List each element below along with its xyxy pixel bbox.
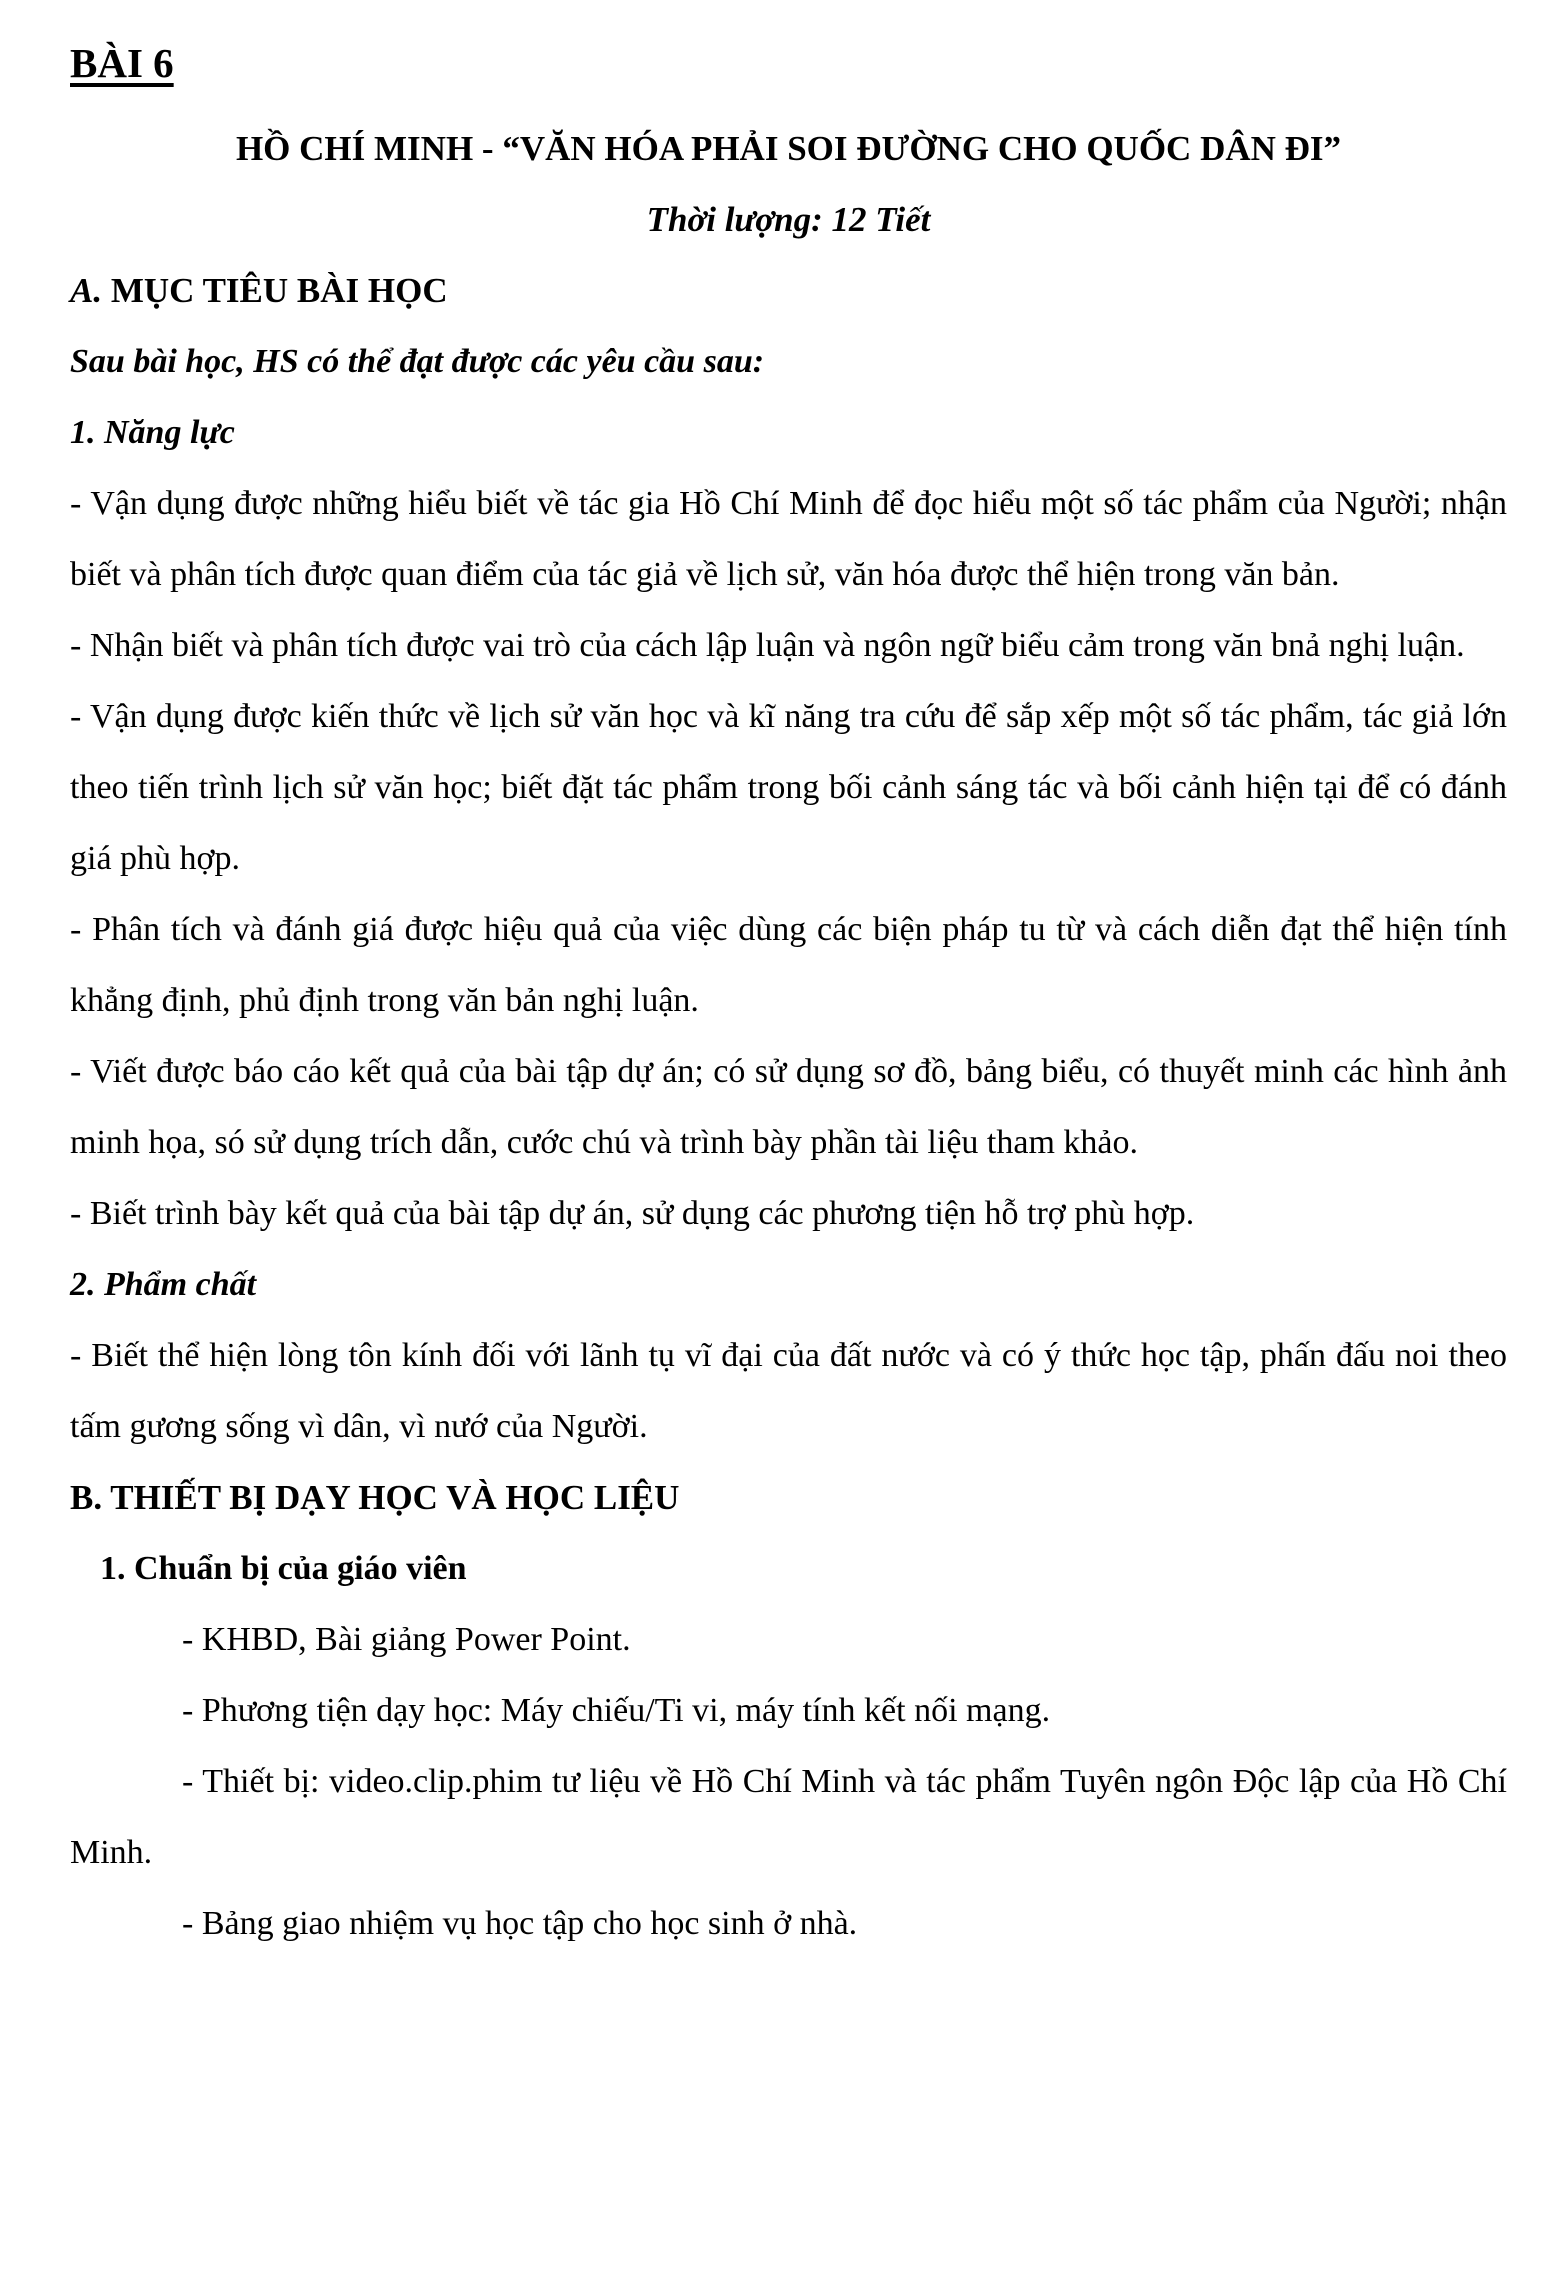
section-b-heading [70, 1462, 1507, 1533]
competence-paragraph: - Biết trình bày kết quả của bài tập dự án, sử dụng các phương tiện hỗ trợ phù hợp. [70, 1195, 1195, 1232]
quality-subheading: 2. Phẩm chất [70, 1266, 257, 1303]
duration-line: Thời lượng: 12 Tiết [646, 200, 931, 239]
quality-paragraph: - Biết thể hiện lòng tôn kính đối với lãnh tụ vĩ đại của đất nước và có ý thức học tập, phấn đấu noi theo tấm gương sống vì dân, vì nướ của Người. [70, 1337, 1507, 1445]
competence-subheading: 1. Năng lực [70, 414, 235, 451]
document-title: HỒ CHÍ MINH - “VĂN HÓA PHẢI SOI ĐƯỜNG CHO QUỐC DÂN ĐI” [235, 129, 1342, 168]
section-b-marker: B. [70, 1478, 103, 1517]
lesson-number-text: BÀI 6 [70, 40, 174, 86]
teacher-prep-item: - KHBD, Bài giảng Power Point. [182, 1621, 631, 1658]
competence-paragraph: - Vận dụng được kiến thức về lịch sử văn học và kĩ năng tra cứu để sắp xếp một số tác phẩm, tác giả lớn theo tiến trình lịch sử văn học; biết đặt tác phẩm trong bối cảnh sáng tác và bối cảnh hiện tại để có đánh giá phù hợp. [70, 698, 1507, 877]
section-a-marker: A. [70, 271, 103, 310]
competence-paragraph: - Viết được báo cáo kết quả của bài tập dự án; có sử dụng sơ đồ, bảng biểu, có thuyết minh các hình ảnh minh họa, só sử dụng trích dẫn, cước chú và trình bày phần tài liệu tham khảo. [70, 1053, 1507, 1161]
competence-paragraph: - Nhận biết và phân tích được vai trò của cách lập luận và ngôn ngữ biểu cảm trong văn bnả nghị luận. [70, 627, 1465, 664]
competence-paragraph: - Phân tích và đánh giá được hiệu quả của việc dùng các biện pháp tu từ và cách diễn đạt thể hiện tính khẳng định, phủ định trong văn bản nghị luận. [70, 911, 1507, 1019]
section-a-heading [70, 255, 1507, 326]
competence-paragraph: - Vận dụng được những hiểu biết về tác gia Hồ Chí Minh để đọc hiểu một số tác phẩm của Người; nhận biết và phân tích được quan điểm của tác giả về lịch sử, văn hóa được thể hiện trong văn bản. [70, 485, 1507, 593]
teacher-prep-item: - Bảng giao nhiệm vụ học tập cho học sinh ở nhà. [182, 1905, 858, 1942]
teacher-prep-item: - Phương tiện dạy học: Máy chiếu/Ti vi, máy tính kết nối mạng. [182, 1692, 1051, 1729]
section-a-intro: Sau bài học, HS có thể đạt được các yêu cầu sau: [70, 343, 765, 380]
lesson-number-heading [70, 28, 1507, 99]
teacher-prep-subheading: 1. Chuẩn bị của giáo viên [100, 1550, 467, 1587]
section-b-heading-text: THIẾT BỊ DẠY HỌC VÀ HỌC LIỆU [110, 1478, 680, 1517]
section-a-heading-text: MỤC TIÊU BÀI HỌC [110, 271, 448, 310]
teacher-prep-item: - Thiết bị: video.clip.phim tư liệu về Hồ Chí Minh và tác phẩm Tuyên ngôn Độc lập của Hồ Chí Minh. [70, 1763, 1507, 1871]
